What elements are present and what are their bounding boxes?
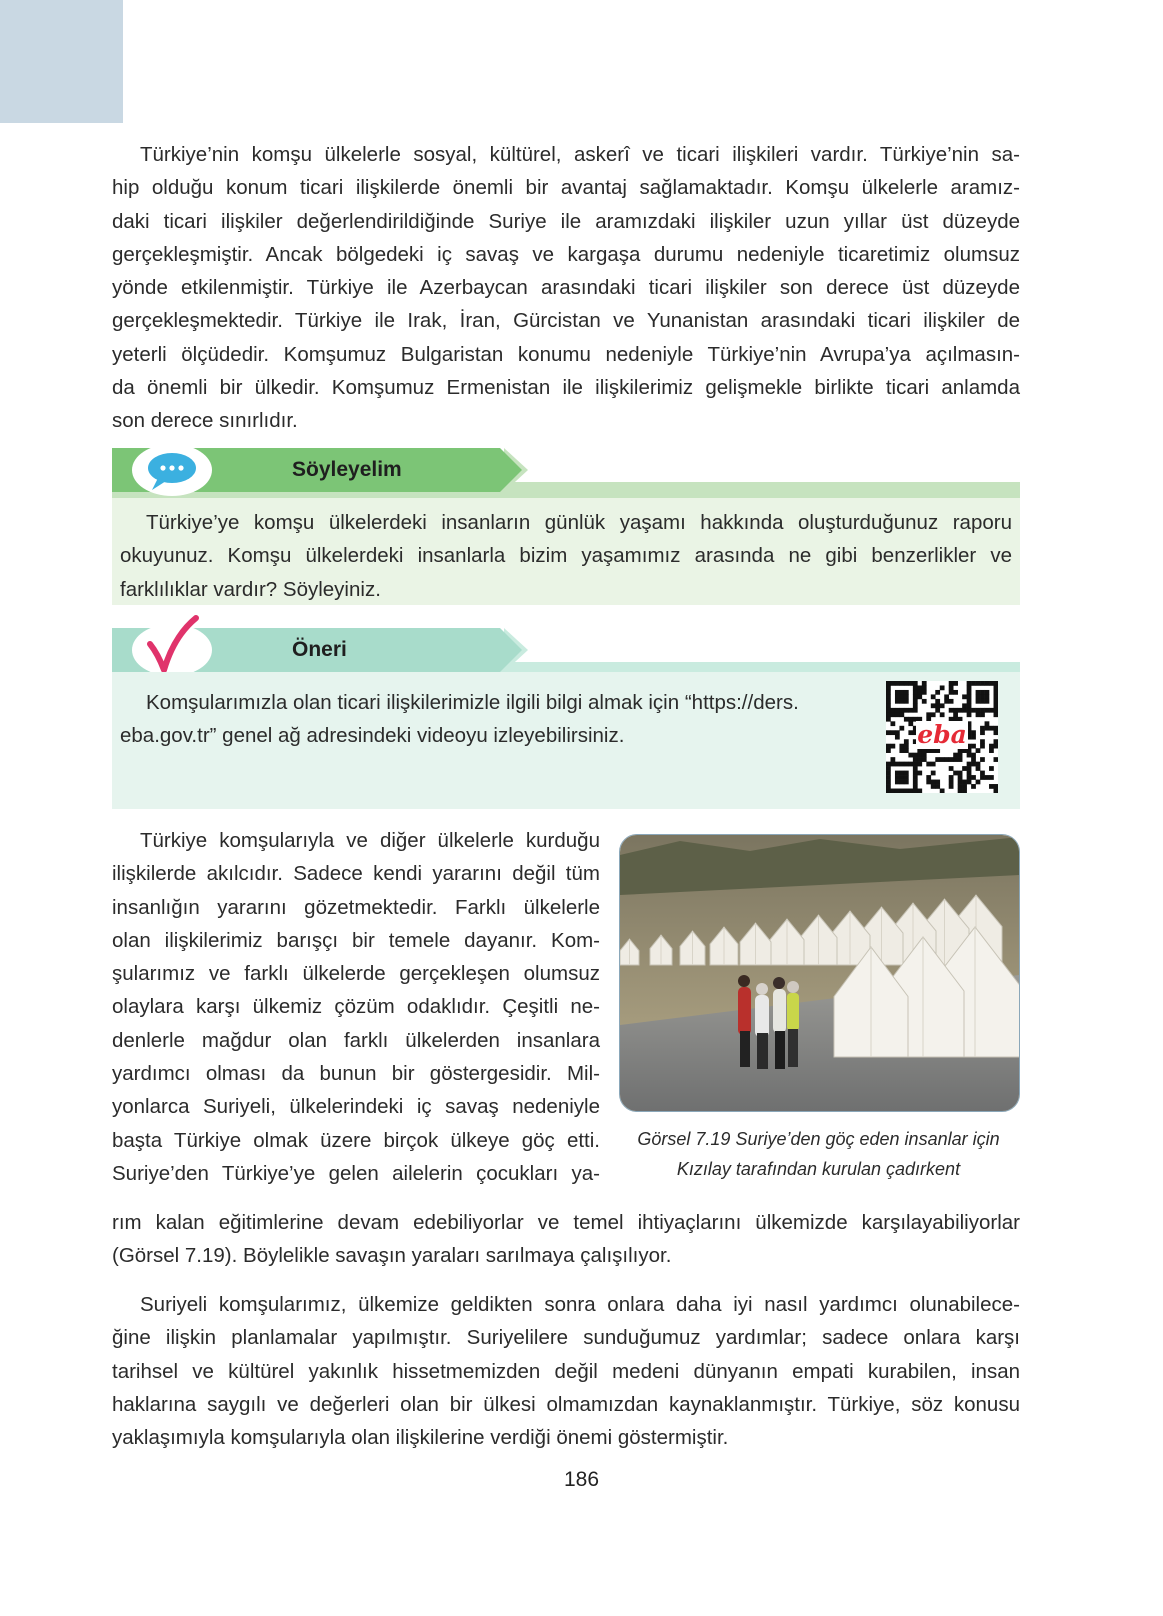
text-line: Türkiye’nin komşu ülkelerle sosyal, kültürel, askerî ve ticari ilişkileri vardır. Türkiye’nin sa- xyxy=(140,143,1020,166)
text-line: ğine ilişkin planlamalar yapılmıştır. Suriyelilere sunduğumuz yardımlar; sadece onlara karşı xyxy=(112,1326,1020,1350)
text-line: gerçekleşmektedir. Türkiye ile Irak, İran, Gürcistan ve Yunanistan arasındaki ticari ilişkiler de xyxy=(112,309,1020,333)
text-line: yeterli ölçüdedir. Komşumuz Bulgaristan konumu nedeniyle Türkiye’nin Avrupa’ya açılmasın- xyxy=(112,342,1020,366)
text-line: gerçekleşmiştir. Ancak bölgedeki iç savaş ve kargaşa durumu nedeniyle ticaretimiz olumsuz xyxy=(112,242,1020,266)
text-line: Suriye’den Türkiye’ye gelen ailelerin çocukları ya- xyxy=(112,1161,600,1185)
caption-line: Görsel 7.19 Suriye’den göç eden insanlar için xyxy=(637,1129,1000,1149)
text-line: şularımız ve farklı ülkelerde gerçekleşen olumsuz xyxy=(112,962,600,986)
text-line: tarihsel ve kültürel yakınlık hissetmemizden değil medeni dünyanın empati kurabilen, insan xyxy=(112,1359,1020,1383)
text-line: başta Türkiye olmak üzere birçok ülkeye göç etti. xyxy=(112,1128,600,1152)
middle-paragraph xyxy=(112,824,600,1190)
text-line: denlerle mağdur olan farklı ülkelerden insanlara xyxy=(112,1028,600,1052)
text-line: son derece sınırlıdır. xyxy=(112,409,298,433)
intro-paragraph xyxy=(112,138,1020,438)
text-line: yonlarca Suriyeli, ülkelerindeki iç savaş nedeniyle xyxy=(112,1095,600,1119)
text-line: rım kalan eğitimlerine devam edebiliyorlar ve temel ihtiyaçlarını ülkemizde karşılayabiliyorlar xyxy=(112,1211,1020,1234)
text-line: eba.gov.tr” genel ağ adresindeki videoyu izleyebilirsiniz. xyxy=(120,724,625,748)
oneri-header xyxy=(112,628,1020,672)
text-line: insanlığın yararını gözetmektedir. Farklı ülkelerle xyxy=(112,895,600,919)
caption-line: Kızılay tarafından kurulan çadırkent xyxy=(676,1159,961,1179)
text-line: da önemli bir ülkedir. Komşumuz Ermenistan ile ilişkilerimiz gelişmekle birlikte ticari anlamda xyxy=(112,376,1020,400)
page-number: 186 xyxy=(563,1468,600,1491)
text-line: haklarına saygılı ve değerleri olan bir ülkesi olmamızdan kaynaklanmıştır. Türkiye, söz konusu xyxy=(112,1392,1020,1416)
text-line: yardımcı olması da bunun bir göstergesidir. Mil- xyxy=(112,1062,600,1086)
qr-code[interactable] xyxy=(886,681,998,793)
text-line: okuyunuz. Komşu ülkelerdeki insanlarla bizim yaşamımız arasında ne gibi benzerlikler ve xyxy=(120,544,1012,568)
text-line: farklılıklar vardır? Söyleyiniz. xyxy=(120,577,381,601)
checkmark-icon xyxy=(132,624,212,676)
text-line: olaylara karşı ülkemiz çözüm odaklıdır. Çeşitli ne- xyxy=(112,995,600,1019)
soyleyelim-body xyxy=(112,492,1020,605)
oneri-box xyxy=(112,628,1020,809)
text-line: yönde etkilenmiştir. Türkiye ile Azerbaycan arasındaki ticari ilişkiler son derece üst düzeyde xyxy=(112,276,1020,300)
text-line: Komşularımızla olan ticari ilişkilerimizle ilgili bilgi almak için “https://ders. xyxy=(146,691,799,714)
speech-bubble-icon xyxy=(132,444,212,496)
text-line: ilişkilerde akılcıdır. Sadece kendi yararını değil tüm xyxy=(112,862,600,886)
text-line: olan ilişkilerimiz barışçı bir temele dayanır. Kom- xyxy=(112,928,600,952)
oneri-body xyxy=(112,672,1020,809)
soyleyelim-header xyxy=(112,448,1020,492)
figure-caption xyxy=(619,1124,1018,1184)
text-line: (Görsel 7.19). Böylelikle savaşın yaraları sarılmaya çalışılıyor. xyxy=(112,1244,672,1268)
middle-paragraph-continued xyxy=(112,1206,1020,1273)
tent-camp-photo xyxy=(619,834,1020,1112)
eba-logo: eba xyxy=(917,720,967,749)
text-line: daki ticari ilişkiler değerlendirildiğinde Suriye ile aramızdaki ilişkiler uzun yıllar üst düzeyde xyxy=(112,209,1020,233)
text-line: Suriyeli komşularımız, ülkemize geldikten sonra onlara daha iyi nasıl yardımcı olunabilece- xyxy=(140,1293,1020,1316)
corner-decoration xyxy=(0,0,123,123)
soyleyelim-box xyxy=(112,448,1020,605)
text-line: yaklaşımıyla komşularıyla olan ilişkilerine verdiği önemi göstermiştir. xyxy=(112,1426,729,1450)
soyleyelim-title: Söyleyelim xyxy=(292,458,402,481)
oneri-title: Öneri xyxy=(292,638,347,661)
text-line: Türkiye’ye komşu ülkelerdeki insanların günlük yaşamı hakkında oluşturduğunuz raporu xyxy=(146,511,1012,534)
final-paragraph xyxy=(112,1288,1020,1454)
text-line: Türkiye komşularıyla ve diğer ülkelerle kurduğu xyxy=(140,829,600,852)
text-line: hip olduğu konum ticari ilişkilerde önemli bir avantaj sağlamaktadır. Komşu ülkelerle aramız- xyxy=(112,176,1020,200)
